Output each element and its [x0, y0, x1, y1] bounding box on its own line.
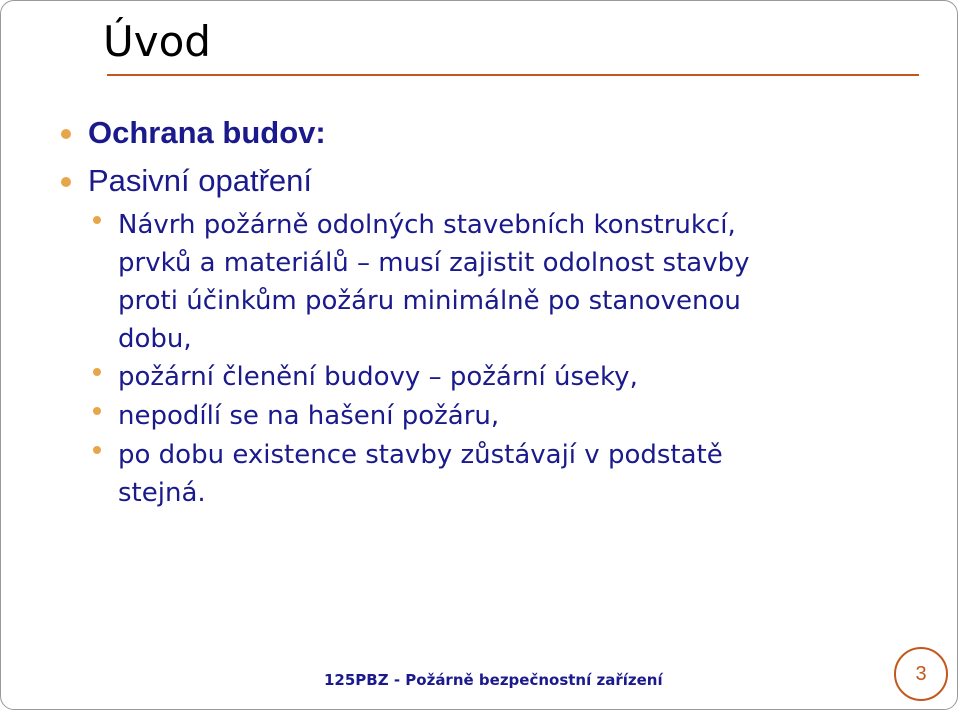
bullet-subheading: Pasivní opatření [88, 163, 313, 198]
list-item-line: proti účinkům požáru minimálně po stanovenou [118, 286, 741, 316]
bullet-icon [93, 407, 101, 415]
list-item-line: Návrh požárně odolných stavebních konstrukcí, [118, 210, 736, 240]
list-item [118, 397, 499, 435]
bullet-icon [61, 177, 71, 187]
bullet-icon [93, 446, 101, 454]
bullet-icon [93, 368, 101, 376]
list-item-line: stejná. [118, 478, 206, 508]
list-item-line: nepodílí se na hašení požáru, [118, 401, 500, 431]
list-item-line: dobu, [118, 324, 192, 354]
title-underline [107, 74, 919, 76]
page-number: 3 [894, 647, 948, 701]
bullet-icon [61, 129, 71, 139]
bullet-heading: Ochrana budov: [88, 115, 326, 150]
list-item-line: po dobu existence stavby zůstávají v podstatě [118, 440, 723, 470]
list-item [118, 358, 638, 396]
list-item-line: prvků a materiálů – musí zajistit odolnost stavby [118, 248, 750, 278]
slide-title: Úvod [103, 17, 211, 66]
list-item-line: požární členění budovy – požární úseky, [118, 362, 638, 392]
list-item [118, 206, 749, 358]
list-item [118, 436, 723, 512]
bullet-icon [93, 216, 101, 224]
slide-footer: 125PBZ - Požárně bezpečnostní zařízení [324, 671, 663, 689]
